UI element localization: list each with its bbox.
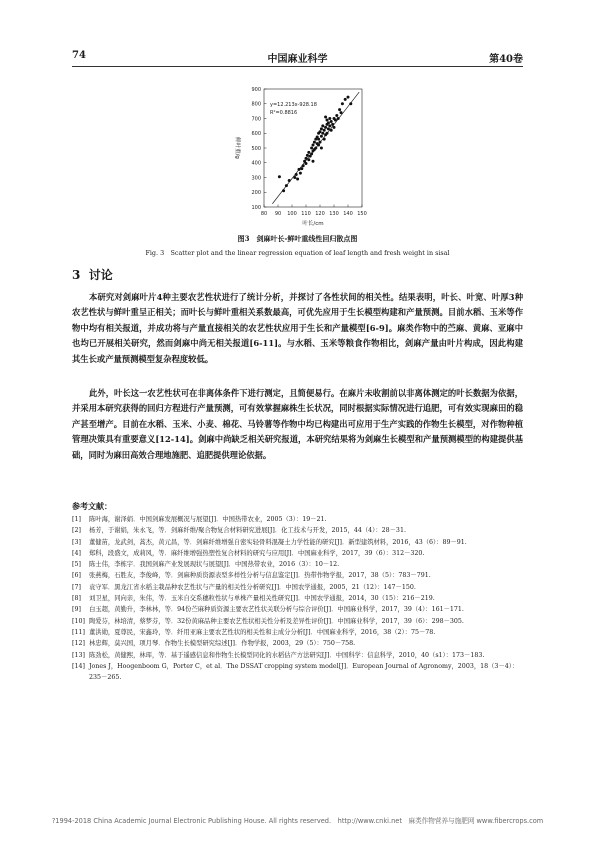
reference-number: [5] xyxy=(72,561,81,569)
reference-item xyxy=(72,638,527,649)
y-axis-label: 鲜叶重/g xyxy=(234,137,240,159)
reference-number: [7] xyxy=(72,583,81,591)
reference-number: [9] xyxy=(72,606,81,614)
reference-text: 郑科，段盛文，成莉风，等．麻纤维增强热塑性复合材料的研究与应用[J]．中国麻业科学，2017，39（6）：312－320. xyxy=(89,549,425,557)
data-point xyxy=(326,118,329,121)
data-point xyxy=(285,184,288,187)
paragraph-1: 本研究对剑麻叶片4种主要农艺性状进行了统计分析，并探讨了各性状间的相关性。结果表明，叶长、叶宽、叶厚3种农艺性状与鲜叶重呈正相关；而叶长与鲜叶重相关系数最高，可优先应用于生长模型构建和产量预测。目前水稻、玉米等作物中均有相关报道，并成功将与产量直接相关的农艺性状应用于生长和产量模型[6-9]。麻类作物中的苎麻、黄麻、亚麻中也均已开展相关研究，然而剑麻中尚无相关报道[6-11]。与水稻、玉米等粮食作物相比，剑麻产量由叶片构成，因此构建其生长或产量预测模型复杂程度较低。 xyxy=(72,292,523,364)
y-tick-label: 800 xyxy=(251,101,261,108)
reference-item xyxy=(72,570,527,581)
data-point xyxy=(327,121,330,124)
reference-text: 董健苗，龙武剑，蒿杰，黄元昌，等．剑麻纤维增强自密实轻骨料混凝土力学性能的研究[J]．新型建筑材料，2016，43（6）：89－91. xyxy=(89,538,467,546)
data-point xyxy=(317,144,320,147)
data-point xyxy=(344,98,347,101)
reference-number: [3] xyxy=(72,538,81,546)
reference-number: [8] xyxy=(72,595,81,603)
reference-number: [12] xyxy=(72,640,85,648)
data-point xyxy=(324,126,327,129)
data-point xyxy=(305,157,308,160)
data-point xyxy=(299,172,302,175)
volume-label: 第40卷 xyxy=(489,54,523,65)
journal-name: 中国麻业科学 xyxy=(267,54,328,65)
reference-number: [11] xyxy=(72,628,85,636)
data-point xyxy=(288,179,291,182)
data-point xyxy=(347,96,350,99)
y-tick-label: 900 xyxy=(251,86,261,93)
data-point xyxy=(328,117,331,120)
reference-number: [2] xyxy=(72,527,81,535)
reference-text: 陶爱芬，林培清，蔡梦芬，等．32份黄麻品种主要农艺性状相关性分析及差异性评价[J]．中国麻业科学，2017，39（6）：298－305. xyxy=(89,617,464,625)
reference-text: 林忠辉，莫兴国，项月琴．作物生长模型研究综述[J]．作物学报，2003，29（5）：750－758. xyxy=(89,640,356,648)
data-point xyxy=(302,164,305,167)
x-tick-label: 90 xyxy=(274,211,282,217)
reference-text: 刘卫星，同向亲，朱伟，等．玉米自交系穗粒性状与单株产量相关性研究[J]．中国农学通报，2014，30（15）：216－219. xyxy=(89,595,435,603)
references-title: 参考文献： xyxy=(72,501,112,511)
reference-item xyxy=(72,627,527,638)
data-point xyxy=(314,147,317,150)
reference-item xyxy=(72,559,527,570)
regression-equation: y=12.213x-928.18 xyxy=(270,102,317,108)
reference-number: [6] xyxy=(72,572,81,580)
reference-text: 陈士伟，李栋宇．我国剑麻产业发展现状与展望[J]．中国热带农业，2016（3）：10－12. xyxy=(89,561,340,569)
data-point xyxy=(321,124,324,127)
reference-item xyxy=(72,661,527,684)
data-point xyxy=(295,173,298,176)
reference-item xyxy=(72,604,527,615)
x-tick-label: 110 xyxy=(301,211,311,217)
y-tick-label: 700 xyxy=(251,116,261,123)
reference-text: 陈叶海，谢泽娟．中国剑麻发展概况与展望[J]．中国热带农业，2005（3）：19－21. xyxy=(89,516,327,523)
data-point xyxy=(307,158,310,161)
data-point xyxy=(333,126,336,129)
y-tick-label: 400 xyxy=(251,160,261,167)
reference-text: 袁守军．黑龙江省水稻主栽品种农艺性状与产量的相关性分析研究[J]．中国农学通报，2005，21（12）：147－150. xyxy=(89,583,416,591)
reference-number: [1] xyxy=(72,516,81,523)
y-tick-label: 500 xyxy=(251,145,261,152)
reference-text: 陈劲松，黄健熙，林珲，等．基于遥感信息和作物生长模型同化的水稻估产方法研究[J]．中国科学：信息科学，2010，40（s1）：173－183. xyxy=(89,651,485,659)
section-heading: 讨论 xyxy=(88,268,113,282)
data-point xyxy=(319,141,322,144)
data-point xyxy=(317,138,320,141)
x-tick-label: 80 xyxy=(260,211,268,217)
page-number: 74 xyxy=(72,50,86,61)
data-point xyxy=(328,124,331,127)
reference-item xyxy=(72,616,527,627)
figure-caption-en: Fig. 3 Scatter plot and the linear regression equation of leaf length and fresh weight in sisal xyxy=(145,249,450,257)
reference-text: 张燕梅，石胜友，李俊峰，等．剑麻种质资源表型多样性分析与信息鉴定[J]．热带作物学报，2017，38（5）：783－791. xyxy=(89,572,431,580)
data-point xyxy=(282,189,285,192)
figure-caption-cn: 图3 剑麻叶长-鲜叶重线性回归散点图 xyxy=(237,234,358,243)
paragraph-2: 此外，叶长这一农艺性状可在非离体条件下进行测定，且简便易行。在麻片未收割前以非离体测定的叶长数据为依据，并采用本研究获得的回归方程进行产量预测，可有效掌握麻株生长状况，同时根据实际情况进行追肥，可有效实现麻田的稳产甚至增产。目前在水稻、玉米、小麦、棉花、马铃薯等作物中均已构建出可应用于生产实践的作物生长模型，对作物种植管理决策具有重要意义[12-14]。剑麻中尚缺乏相关研究报道，本研究结果将为剑麻生长模型和产量预测模型的构建提供基础，同时为麻田高效合理地施肥、追肥提供理论依据。 xyxy=(72,388,523,460)
reference-number: [10] xyxy=(72,617,85,625)
reference-item xyxy=(72,548,527,559)
x-axis-label: 叶长/cm xyxy=(302,221,324,227)
data-point xyxy=(320,135,323,138)
reference-item xyxy=(72,582,527,593)
data-point xyxy=(324,116,327,119)
reference-number: [14] xyxy=(72,662,85,670)
data-point xyxy=(310,152,313,155)
data-point xyxy=(337,117,340,120)
references-list xyxy=(72,514,527,683)
section-number: 3 xyxy=(72,268,81,282)
data-point xyxy=(298,168,301,171)
data-point xyxy=(278,175,281,178)
data-point xyxy=(307,151,310,154)
page-footer: ?1994-2018 China Academic Journal Electronic Publishing House. All rights reserved. http://www.cnki.net 麻类作物营养与施肥网 www.fibercrops.com xyxy=(51,817,544,825)
data-point xyxy=(330,129,333,132)
data-point xyxy=(349,102,352,105)
r-squared-label: R²=0.8816 xyxy=(270,110,298,116)
y-tick-label: 100 xyxy=(251,204,261,211)
reference-item xyxy=(72,593,527,604)
reference-item xyxy=(72,537,527,548)
data-point xyxy=(313,141,316,144)
x-tick-label: 100 xyxy=(287,211,297,217)
data-point xyxy=(293,176,296,179)
data-point xyxy=(320,147,323,150)
data-point xyxy=(340,111,343,114)
data-point xyxy=(312,160,315,163)
data-point xyxy=(306,154,309,157)
data-point xyxy=(330,120,333,123)
x-tick-label: 150 xyxy=(357,211,367,217)
data-point xyxy=(338,108,341,111)
header-rule xyxy=(72,66,523,67)
data-point xyxy=(331,123,334,126)
data-point xyxy=(327,127,330,130)
reference-item xyxy=(72,514,527,525)
data-point xyxy=(312,144,315,147)
reference-item xyxy=(72,650,527,661)
data-point xyxy=(323,138,326,141)
data-point xyxy=(300,167,303,170)
section-title xyxy=(72,266,113,283)
y-tick-label: 300 xyxy=(251,175,261,182)
data-point xyxy=(310,147,313,150)
data-point xyxy=(335,114,338,117)
scatter-chart xyxy=(226,83,368,231)
reference-text: 杨芳，于谢娟，朱永飞，等．剑麻纤维/聚合物复合材料研究进展[J]．化工技术与开发，2015，44（4）：28－31. xyxy=(89,527,406,535)
data-point xyxy=(319,130,322,133)
data-point xyxy=(305,162,308,165)
x-tick-label: 130 xyxy=(329,211,339,217)
data-point xyxy=(320,127,323,130)
reference-number: [13] xyxy=(72,651,85,659)
data-point xyxy=(296,177,299,180)
data-point xyxy=(326,132,329,135)
x-tick-label: 120 xyxy=(315,211,325,217)
y-tick-label: 600 xyxy=(251,131,261,138)
reference-text: 董洪勋，夏尊民，宋鑫玲，等．纤用亚麻主要农艺性状的相关性和主成分分析[J]．中国麻业科学，2016，38（2）：75－78. xyxy=(89,628,436,636)
reference-item xyxy=(72,525,527,536)
data-point xyxy=(341,102,344,105)
data-point xyxy=(321,132,324,135)
data-point xyxy=(334,118,337,121)
reference-text: 白玉超，黄勤升，李林林，等．94份苎麻种质资源主要农艺性状关联分析与综合评价[J]．中国麻业科学，2017，39（4）：161－171. xyxy=(89,606,464,614)
reference-number: [4] xyxy=(72,549,81,557)
data-point xyxy=(323,129,326,132)
reference-text: Jones J，Hoogenboom G，Porter C，et al．The DSSAT cropping system model[J]．European Journal of Agronomy，2003，18（3－4）：235－265. xyxy=(89,662,519,682)
y-tick-label: 200 xyxy=(251,190,261,197)
x-tick-label: 140 xyxy=(343,211,353,217)
